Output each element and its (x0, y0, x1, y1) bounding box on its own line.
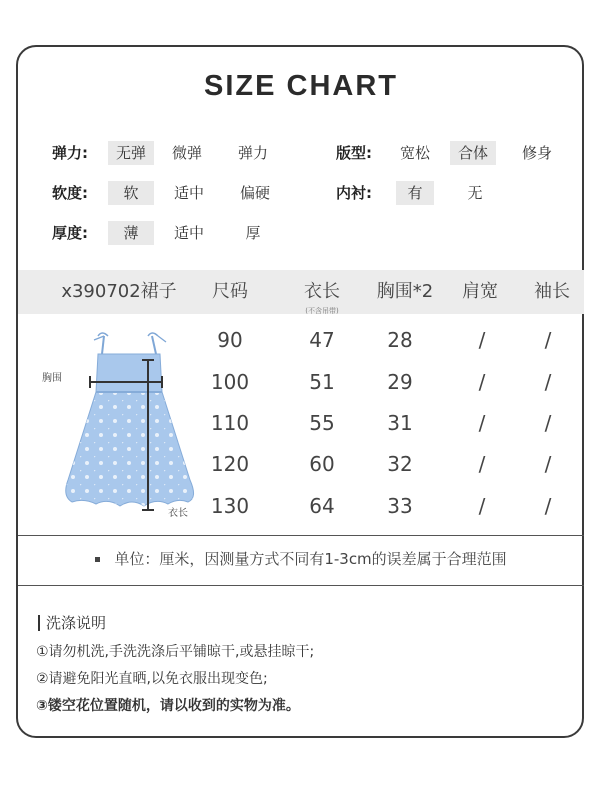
sleeve-cell: / (544, 452, 552, 476)
attr-label: 版型: (336, 144, 372, 162)
sleeve-cell: / (544, 494, 552, 518)
size-cell: 110 (210, 411, 250, 435)
attr-option: 修身 (521, 144, 552, 162)
size-cell: 90 (217, 328, 243, 352)
length-cell: 60 (309, 452, 335, 476)
washing-item: ②请避免阳光直晒,以免衣服出现变色; (36, 671, 268, 687)
attr-option-selected: 软 (108, 181, 154, 205)
length-cell: 51 (309, 370, 335, 394)
shoulder-cell: / (478, 328, 486, 352)
chest-cell: 33 (387, 494, 413, 518)
dress-diagram (38, 330, 210, 520)
washing-item: ①请勿机洗,手洗洗涤后平铺晾干,或悬挂晾干; (36, 644, 315, 660)
attr-option-selected: 无弹 (108, 141, 154, 165)
length-label: 衣长 (168, 508, 188, 519)
attr-option: 无 (467, 184, 483, 202)
attr-label: 厚度: (52, 224, 88, 242)
chest-cell: 28 (387, 328, 413, 352)
washing-title (38, 612, 106, 633)
attr-label: 内衬: (336, 184, 372, 202)
attr-softness (52, 181, 292, 205)
divider (18, 585, 584, 586)
header-cell: 肩宽 (462, 281, 498, 302)
shoulder-cell: / (478, 494, 486, 518)
shoulder-cell: / (478, 411, 486, 435)
attr-option: 适中 (173, 224, 204, 242)
size-cell: 100 (210, 370, 250, 394)
header-cell: 胸围*2 (376, 281, 434, 302)
attr-option-selected: 薄 (108, 221, 154, 245)
washing-title-text: 洗涤说明 (46, 614, 107, 632)
unit-note (0, 548, 602, 569)
length-cell: 55 (309, 411, 335, 435)
attr-label: 弹力: (52, 144, 88, 162)
attr-elasticity (52, 141, 292, 165)
attr-option: 适中 (173, 184, 204, 202)
chest-cell: 31 (387, 411, 413, 435)
sleeve-cell: / (544, 411, 552, 435)
attr-option: 弹力 (237, 144, 268, 162)
unit-note-text: 单位：厘米，因测量方式不同有1-3cm的误差属于合理范围 (114, 550, 507, 568)
title-bar-icon (38, 615, 40, 631)
bullet-icon (95, 557, 100, 562)
page-title: SIZE CHART (204, 70, 398, 102)
header-cell: 衣长 (304, 281, 340, 302)
attr-label: 软度: (52, 184, 88, 202)
sleeve-cell: / (544, 370, 552, 394)
attr-option: 偏硬 (239, 184, 270, 202)
header-cell: x390702裙子 (61, 281, 177, 302)
length-cell: 47 (309, 328, 335, 352)
chest-cell: 29 (387, 370, 413, 394)
attr-option-selected: 有 (396, 181, 434, 205)
sleeve-cell: / (544, 328, 552, 352)
attr-lining (336, 181, 576, 205)
attr-option: 厚 (245, 224, 261, 242)
divider (18, 535, 584, 536)
attr-fit (336, 141, 576, 165)
attr-option: 微弹 (171, 144, 202, 162)
header-cell: 尺码 (212, 281, 248, 302)
header-note: (不含吊带) (305, 307, 339, 315)
washing-item: ③镂空花位置随机，请以收到的实物为准。 (36, 698, 300, 714)
attr-option: 宽松 (399, 144, 430, 162)
chest-cell: 32 (387, 452, 413, 476)
header-cell: 袖长 (534, 281, 570, 302)
length-cell: 64 (309, 494, 335, 518)
size-cell: 130 (210, 494, 250, 518)
attr-option-selected: 合体 (450, 141, 496, 165)
chest-label: 胸围 (42, 373, 62, 384)
shoulder-cell: / (478, 452, 486, 476)
shoulder-cell: / (478, 370, 486, 394)
dress-shape (66, 333, 194, 506)
attr-thickness (52, 221, 292, 245)
size-cell: 120 (210, 452, 250, 476)
